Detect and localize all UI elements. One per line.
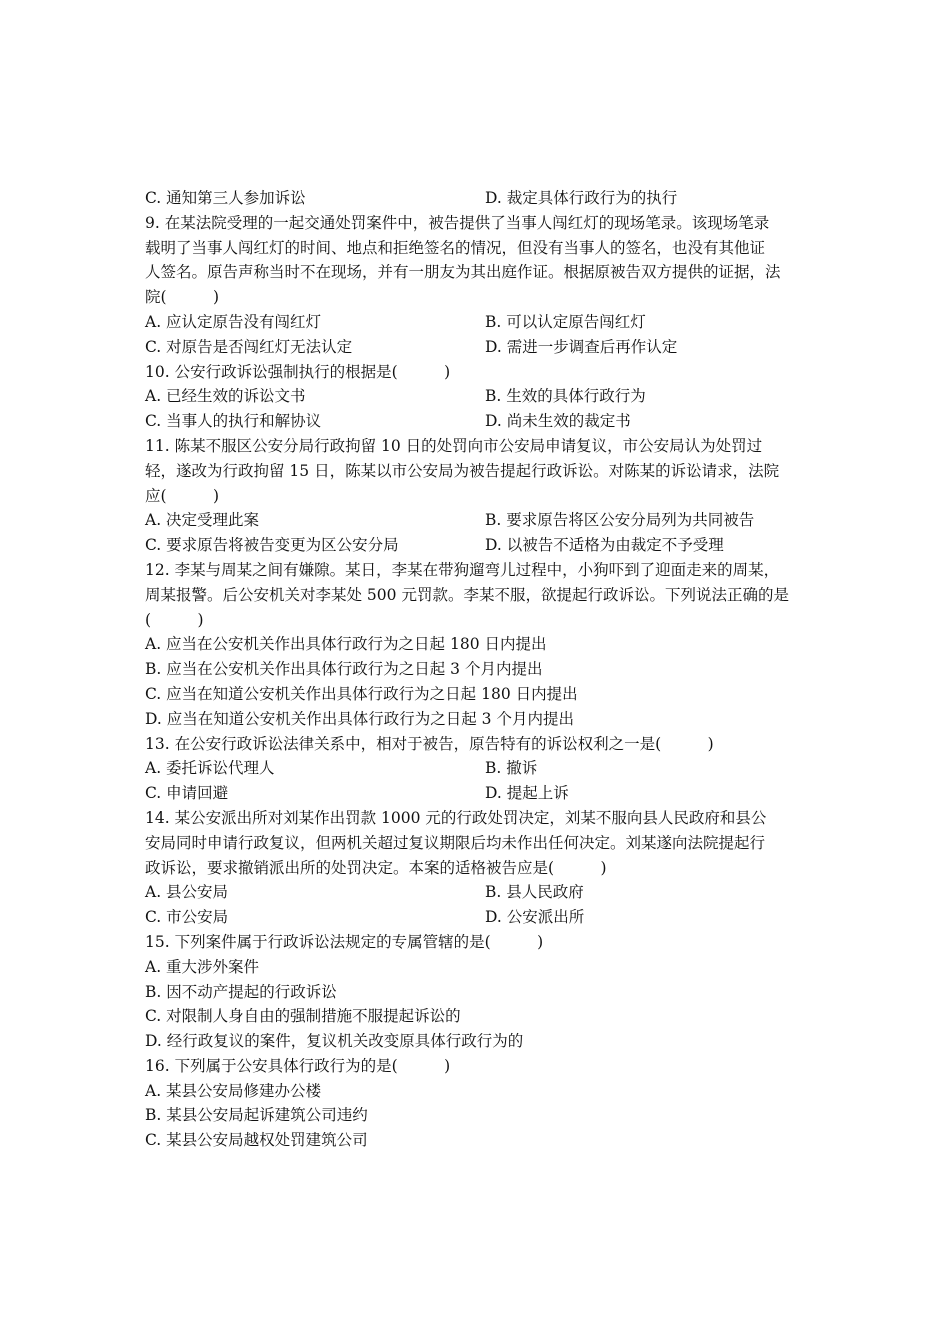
option-a: A. 决定受理此案 <box>145 511 260 530</box>
question-stem: 10. 公安行政诉讼强制执行的根据是( ) <box>145 362 451 381</box>
question-16 <box>145 1054 815 1153</box>
question-stem: 载明了当事人闯红灯的时间、地点和拒绝签名的情况，但没有当事人的签名，也没有其他证 <box>145 238 766 257</box>
option-a: A. 某县公安局修建办公楼 <box>145 1081 322 1100</box>
option-c: C. 市公安局 <box>145 908 229 927</box>
option-c: C. 通知第三人参加诉讼 <box>145 189 306 207</box>
question-11 <box>145 434 815 558</box>
option-b: B. 应当在公安机关作出具体行政行为之日起 3 个月内提出 <box>145 660 543 679</box>
option-a: A. 应当在公安机关作出具体行政行为之日起 180 日内提出 <box>145 635 547 654</box>
question-15 <box>145 930 815 1054</box>
option-d: D. 公安派出所 <box>485 908 585 927</box>
option-row <box>145 335 815 360</box>
option-b: B. 因不动产提起的行政诉讼 <box>145 982 337 1001</box>
option-d: D. 提起上诉 <box>485 784 569 803</box>
question-stem: 轻，遂改为行政拘留 15 日，陈某以市公安局为被告提起行政诉讼。对陈某的诉讼请求，法院 <box>145 461 780 480</box>
option-row <box>145 186 815 211</box>
option-b: B. 某县公安局起诉建筑公司违约 <box>145 1106 368 1125</box>
option-c: C. 要求原告将被告变更为区公安分局 <box>145 536 399 555</box>
question-stem: 12. 李某与周某之间有嫌隙。某日，李某在带狗遛弯儿过程中，小狗吓到了迎面走来的周某， <box>145 560 780 579</box>
option-b: B. 生效的具体行政行为 <box>485 387 646 406</box>
option-row <box>145 310 815 335</box>
option-d: D. 应当在知道公安机关作出具体行政行为之日起 3 个月内提出 <box>145 709 574 728</box>
option-b: B. 可以认定原告闯红灯 <box>485 312 646 331</box>
option-a: A. 重大涉外案件 <box>145 957 260 976</box>
question-14 <box>145 806 815 930</box>
question-13 <box>145 732 815 806</box>
option-c: C. 对原告是否闯红灯无法认定 <box>145 337 353 356</box>
option-b: B. 要求原告将区公安分局列为共同被告 <box>485 511 755 530</box>
question-stem: 14. 某公安派出所对刘某作出罚款 1000 元的行政处罚决定，刘某不服向县人民政府和县公 <box>145 808 767 827</box>
option-row <box>145 533 815 558</box>
option-a: A. 应认定原告没有闯红灯 <box>145 312 322 331</box>
option-c: C. 某县公安局越权处罚建筑公司 <box>145 1131 368 1150</box>
option-row <box>145 756 815 781</box>
question-stem: 11. 陈某不服区公安分局行政拘留 10 日的处罚向市公安局申请复议，市公安局认为处罚过 <box>145 436 763 455</box>
option-a: A. 县公安局 <box>145 883 229 902</box>
question-list <box>145 186 815 1153</box>
question-stem: 院( ) <box>145 288 220 307</box>
question-stem: 9. 在某法院受理的一起交通处罚案件中，被告提供了当事人闯红灯的现场笔录。该现场笔录 <box>145 213 770 232</box>
question-stem: 16. 下列属于公安具体行政行为的是( ) <box>145 1056 451 1075</box>
option-row <box>145 508 815 533</box>
question-stem: 安局同时申请行政复议，但两机关超过复议期限后均未作出任何决定。刘某遂向法院提起行 <box>145 833 766 852</box>
question-stem: 周某报警。后公安机关对李某处 500 元罚款。李某不服，欲提起行政诉讼。下列说法正确的是 <box>145 585 789 604</box>
option-a: A. 已经生效的诉讼文书 <box>145 387 306 406</box>
option-c: C. 应当在知道公安机关作出具体行政行为之日起 180 日内提出 <box>145 684 578 703</box>
question-stem: 应( ) <box>145 486 220 505</box>
option-b: B. 撤诉 <box>485 759 538 778</box>
question-stem: ( ) <box>145 610 204 629</box>
option-c: C. 当事人的执行和解协议 <box>145 412 322 431</box>
question-stem: 政诉讼，要求撤销派出所的处罚决定。本案的适格被告应是( ) <box>145 858 607 877</box>
option-row <box>145 384 815 409</box>
question-stem: 13. 在公安行政诉讼法律关系中，相对于被告，原告特有的诉讼权利之一是( ) <box>145 734 714 753</box>
option-d: D. 尚未生效的裁定书 <box>485 412 631 431</box>
question-9 <box>145 211 815 360</box>
option-row <box>145 905 815 930</box>
question-10 <box>145 360 815 434</box>
option-b: B. 县人民政府 <box>485 883 584 902</box>
option-d: D. 需进一步调查后再作认定 <box>485 337 678 356</box>
option-d: D. 以被告不适格为由裁定不予受理 <box>485 536 724 555</box>
option-d: D. 经行政复议的案件，复议机关改变原具体行政行为的 <box>145 1032 524 1051</box>
option-row <box>145 781 815 806</box>
option-c: C. 对限制人身自由的强制措施不服提起诉讼的 <box>145 1007 461 1026</box>
option-d: D. 裁定具体行政行为的执行 <box>485 189 678 207</box>
option-row <box>145 409 815 434</box>
question-stem: 人签名。原告声称当时不在现场，并有一朋友为其出庭作证。根据原被告双方提供的证据，法 <box>145 263 781 282</box>
option-c: C. 申请回避 <box>145 784 229 803</box>
option-row <box>145 880 815 905</box>
question-stem: 15. 下列案件属于行政诉讼法规定的专属管辖的是( ) <box>145 932 544 951</box>
option-a: A. 委托诉讼代理人 <box>145 759 275 778</box>
question-12 <box>145 558 815 732</box>
